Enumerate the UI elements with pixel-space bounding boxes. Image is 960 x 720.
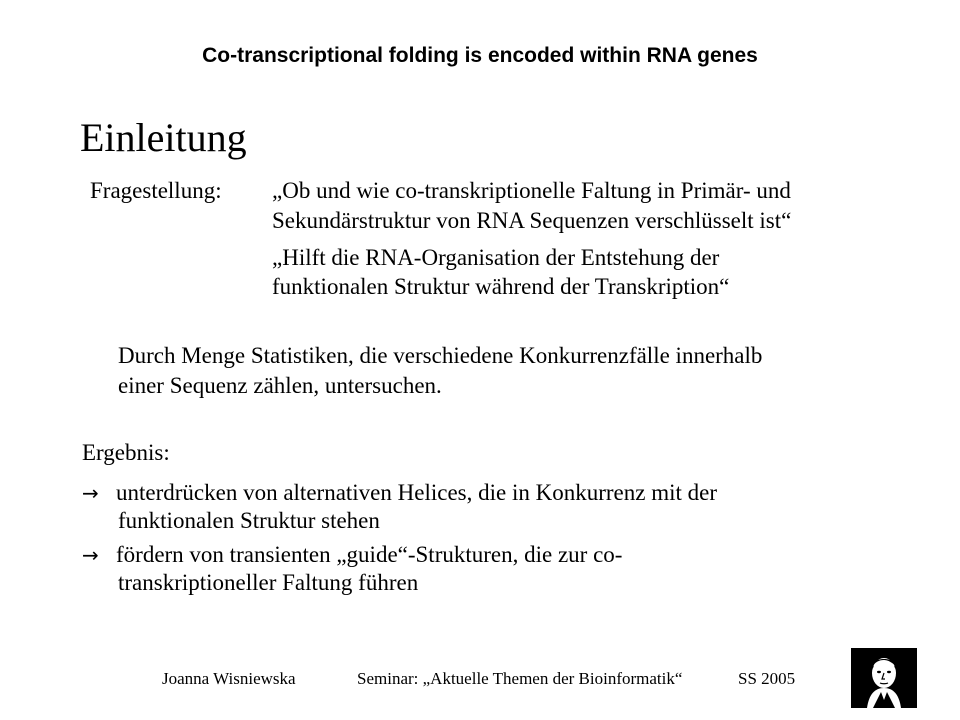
result-bullet-1-line-1: unterdrücken von alternativen Helices, die in Konkurrenz mit der	[116, 480, 717, 505]
question-2-line-2: funktionalen Struktur während der Transkription“	[272, 274, 730, 299]
goethe-portrait-svg	[851, 648, 917, 708]
method-line-2: einer Sequenz zählen, untersuchen.	[118, 373, 442, 398]
footer-seminar: Seminar: „Aktuelle Themen der Bioinformatik“	[357, 669, 683, 688]
footer-term: SS 2005	[738, 669, 796, 688]
arrow-right-icon: →	[82, 543, 99, 567]
question-1-line-1: „Ob und wie co-transkriptionelle Faltung in Primär- und	[272, 178, 791, 203]
result-bullet-2-line-2: transkriptioneller Faltung führen	[118, 570, 419, 595]
running-header: Co-transcriptional folding is encoded within RNA genes	[202, 44, 758, 67]
result-label: Ergebnis:	[82, 440, 170, 465]
question-2-line-1: „Hilft die RNA-Organisation der Entstehung der	[272, 245, 720, 270]
method-line-1: Durch Menge Statistiken, die verschiedene Konkurrenzfälle innerhalb	[118, 343, 763, 368]
goethe-portrait-icon	[851, 648, 917, 708]
question-1-line-2: Sekundärstruktur von RNA Sequenzen verschlüsselt ist“	[272, 208, 792, 233]
arrow-right-icon: →	[82, 481, 99, 505]
result-bullet-1-line-2: funktionalen Struktur stehen	[118, 508, 380, 533]
slide-title: Einleitung	[80, 115, 247, 160]
footer-author: Joanna Wisniewska	[162, 669, 296, 688]
result-bullet-2-line-1: fördern von transienten „guide“-Strukturen, die zur co-	[116, 542, 623, 567]
question-label: Fragestellung:	[90, 178, 222, 203]
